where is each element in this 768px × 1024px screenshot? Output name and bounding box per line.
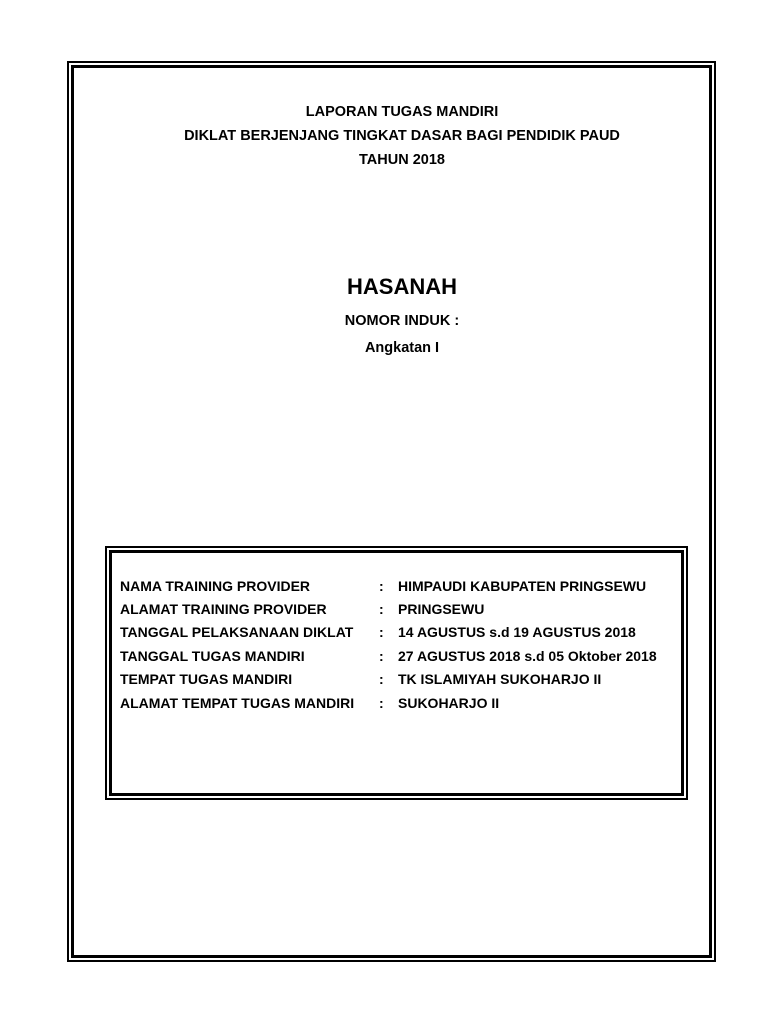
detail-separator: : <box>379 694 384 711</box>
nomor-induk-label: NOMOR INDUK : <box>344 313 460 329</box>
detail-label: NAMA TRAINING PROVIDER <box>120 577 311 594</box>
table-row <box>120 668 657 691</box>
detail-separator: : <box>379 577 384 594</box>
report-program: DIKLAT BERJENJANG TINGKAT DASAR BAGI PENDIDIK PAUD <box>184 128 620 144</box>
detail-label: TANGGAL PELAKSANAAN DIKLAT <box>120 624 354 641</box>
table-row <box>120 574 657 597</box>
page-border-inner <box>71 65 712 958</box>
participant-name: HASANAH <box>347 274 457 299</box>
detail-separator: : <box>379 601 384 618</box>
detail-value: PRINGSEWU <box>398 601 485 618</box>
detail-value: SUKOHARJO II <box>398 694 500 711</box>
detail-label: ALAMAT TEMPAT TUGAS MANDIRI <box>120 694 355 711</box>
participant-block <box>0 271 768 360</box>
detail-value: HIMPAUDI KABUPATEN PRINGSEWU <box>398 577 647 594</box>
detail-value: TK ISLAMIYAH SUKOHARJO II <box>398 671 602 688</box>
detail-value: 27 AGUSTUS 2018 s.d 05 Oktober 2018 <box>398 647 657 664</box>
detail-label: TEMPAT TUGAS MANDIRI <box>120 671 293 688</box>
angkatan-label: Angkatan I <box>364 340 440 356</box>
report-title: LAPORAN TUGAS MANDIRI <box>305 104 499 120</box>
training-details-table <box>120 574 657 714</box>
detail-separator: : <box>379 624 384 641</box>
report-header <box>0 100 768 172</box>
table-row <box>120 691 657 714</box>
detail-label: TANGGAL TUGAS MANDIRI <box>120 647 305 664</box>
report-year: TAHUN 2018 <box>359 152 445 168</box>
table-row <box>120 621 657 644</box>
detail-value: 14 AGUSTUS s.d 19 AGUSTUS 2018 <box>398 624 636 641</box>
detail-separator: : <box>379 671 384 688</box>
detail-label: ALAMAT TRAINING PROVIDER <box>120 601 327 618</box>
table-row <box>120 644 657 667</box>
table-row <box>120 597 657 620</box>
detail-separator: : <box>379 647 384 664</box>
